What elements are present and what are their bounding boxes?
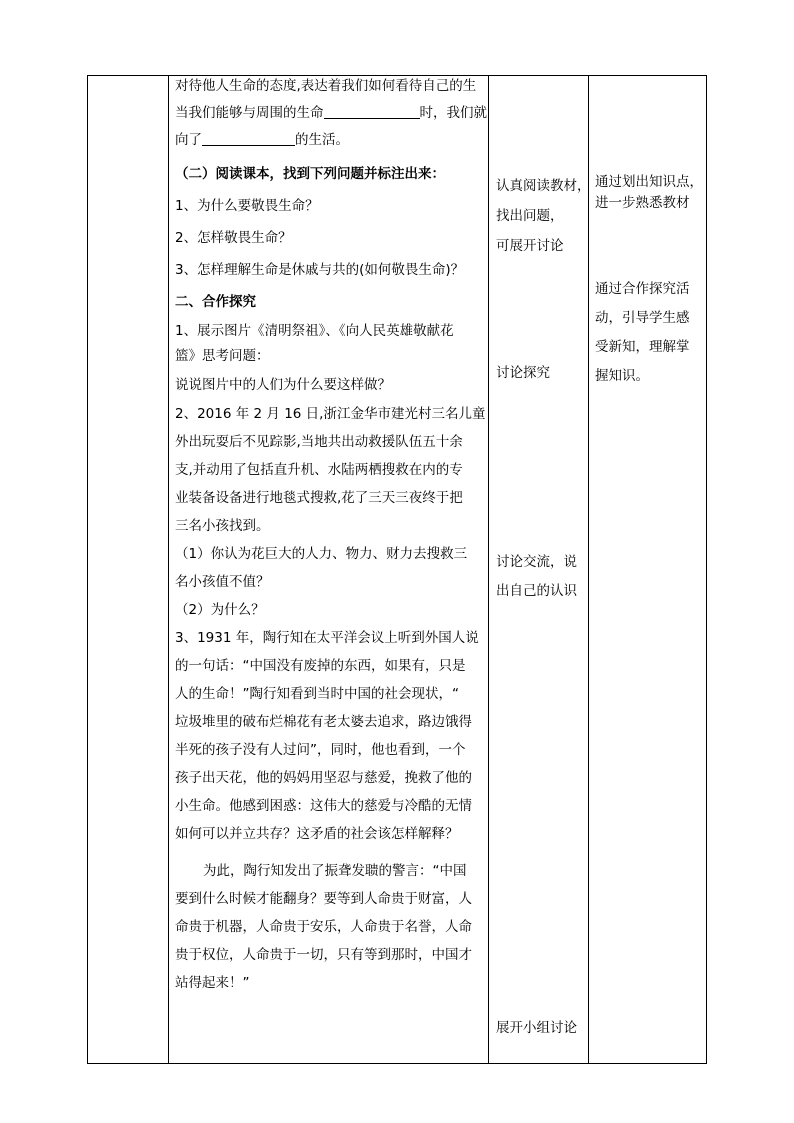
- intention-cell: [595, 170, 705, 216]
- question-item: 3、怎样理解生命是休戚与共的(如何敬畏生命)？: [175, 262, 465, 278]
- text-line: 名小孩值不值？: [175, 574, 270, 590]
- text-line: [175, 101, 495, 126]
- fill-blank: [324, 104, 420, 119]
- text-line: 站得起来！”: [175, 975, 250, 991]
- text-line: 外出玩耍后不见踪影,当地共出动救援队伍五十余: [175, 434, 463, 450]
- text-line: 如何可以并立共存？这矛盾的社会该怎样解释？: [175, 826, 459, 842]
- text-line: 的一句话：“中国没有废掉的东西，如果有，只是: [175, 658, 466, 674]
- fill-blank: [202, 131, 295, 146]
- text-fragment: 的生活。: [295, 132, 349, 148]
- text-line: 讨论探究: [496, 365, 550, 381]
- text-line: （1）你认为花巨大的人力、物力、财力去搜救三: [175, 546, 468, 562]
- activity-cell: [496, 361, 592, 386]
- text-line: 小生命。他感到困惑：这伟大的慈爱与冷酷的无情: [175, 798, 472, 814]
- text-line: 为此，陶行知发出了振聋发聩的警言：“中国: [203, 863, 467, 879]
- text-line: 垃圾堆里的破布烂棉花有老太婆去追求，路边饿得: [175, 714, 472, 730]
- text-line: 贵于权位，人命贵于一切，只有等到那时，中国才: [175, 947, 472, 963]
- text-line: 动，引导学生感: [595, 310, 690, 326]
- text-line: 半死的孩子没有人过问”，同时，他也看到，一个: [175, 742, 466, 758]
- section-heading: 二、合作探究: [175, 294, 256, 310]
- text-line: 通过划出知识点，: [595, 174, 703, 190]
- text-line: 讨论交流，说: [496, 554, 577, 570]
- activity-cell: [496, 550, 592, 604]
- text-line: 通过合作探究活: [595, 281, 690, 297]
- text-fragment: 时，我们就: [419, 105, 487, 121]
- text-line: 人的生命！”陶行知看到当时中国的社会现状，“: [175, 686, 459, 702]
- question-item: 2、怎样敬畏生命？: [175, 230, 292, 246]
- text-line: 握知识。: [595, 368, 649, 384]
- column-divider: [168, 76, 169, 1063]
- intention-cell: [595, 277, 705, 389]
- text-line: 进一步熟悉教材: [595, 195, 690, 211]
- text-line: 找出问题，: [496, 208, 564, 224]
- text-line: （2）为什么？: [175, 602, 265, 618]
- text-line: 命贵于机器，人命贵于安乐，人命贵于名誉，人命: [175, 919, 472, 935]
- question-item: 1、为什么要敬畏生命？: [175, 198, 319, 214]
- text-line: 三名小孩找到。: [175, 518, 270, 534]
- text-line: 篮》思考问题：: [175, 348, 270, 364]
- activity-cell: [496, 1016, 592, 1041]
- text-line: 支,并动用了包括直升机、水陆两栖搜救在内的专: [175, 462, 463, 478]
- text-line: 出自己的认识: [496, 583, 577, 599]
- text-fragment: 向了: [175, 132, 202, 148]
- text-line: 要到什么时候才能翻身？要等到人命贵于财富，人: [175, 891, 472, 907]
- text-line: [175, 128, 495, 153]
- text-line: 认真阅读教材，: [496, 178, 591, 194]
- text-line: 孩子出天花，他的妈妈用坚忍与慈爱，挽救了他的: [175, 770, 472, 786]
- text-line: 2、2016 年 2 月 16 日,浙江金华市建光村三名儿童: [175, 406, 486, 422]
- text-line: 对待他人生命的态度,表达着我们如何看待自己的生: [175, 78, 477, 94]
- activity-cell: [496, 174, 592, 259]
- text-line: 说说图片中的人们为什么要这样做？: [175, 377, 391, 393]
- text-fragment: 当我们能够与周围的生命: [175, 105, 324, 121]
- text-line: 3、1931 年，陶行知在太平洋会议上听到外国人说: [175, 630, 479, 646]
- section-heading: （二）阅读课本，找到下列问题并标注出来：: [175, 166, 445, 182]
- text-line: 业装备设备进行地毯式搜救,花了三天三夜终于把: [175, 490, 463, 506]
- text-line: 可展开讨论: [496, 238, 564, 254]
- text-line: 展开小组讨论: [496, 1020, 577, 1036]
- text-line: 受新知，理解掌: [595, 339, 690, 355]
- text-line: 1、展示图片《清明祭祖》、《向人民英雄敬献花: [175, 323, 454, 339]
- lesson-table: [87, 75, 707, 1064]
